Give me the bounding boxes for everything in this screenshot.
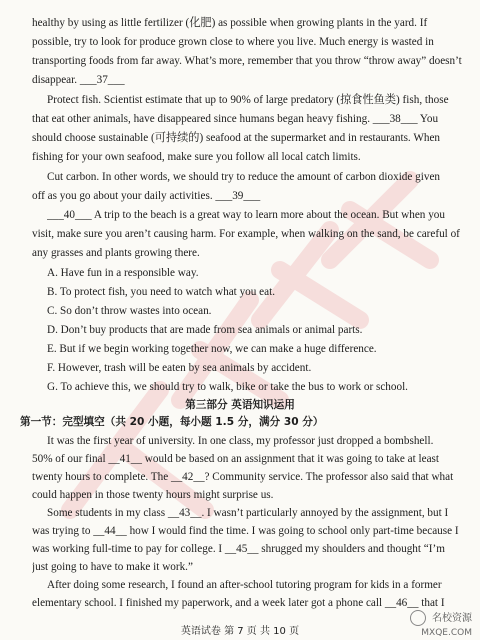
text-line: transporting foods from far away. What’s more, remember that you throw “throw away” doesn’t [32, 55, 462, 67]
section-heading: 第一节：完型填空（共 20 小题，每小题 1.5 分，满分 30 分） [20, 416, 324, 428]
text-line: Cut carbon. In other words, we should try to reduce the amount of carbon dioxide given [47, 171, 441, 183]
option-b: B. To protect fish, you need to watch what you eat. [47, 286, 275, 298]
text-line: It was the first year of university. In one class, my professor just dropped a bombshell. [47, 435, 434, 447]
option-a: A. Have fun in a responsible way. [47, 267, 199, 279]
text-line: twenty hours to complete. The __42__? Community service. The professor also said that what [32, 471, 454, 483]
text-line: elementary school. I finished my paperwork, and a week later got a phone call __46__ that I [32, 597, 445, 609]
site-mark: MXQE.COM [421, 628, 472, 638]
text-line: was trying to __44__ how I would find the time. I was going to school only part-time because I [32, 525, 459, 537]
text-line: disappear. ___37___ [32, 74, 125, 86]
text-line: was working full-time to pay for college. I __45__ shrugged my shoulders and thought “I’m [32, 543, 445, 555]
page-footer: 英语试卷 第 7 页 共 10 页 [180, 626, 300, 637]
logo-mark-icon [410, 610, 426, 626]
text-line: After doing some research, I found an after-school tutoring program for kids in a former [47, 579, 442, 591]
part-heading: 第三部分 英语知识运用 [185, 399, 295, 411]
text-line: any grasses and plants growing there. [32, 247, 200, 259]
text-line: Some students in my class __43__. I wasn’t particularly annoyed by the assignment, but I [47, 507, 449, 519]
logo-text: 名校资源 [432, 613, 472, 624]
text-line: possible, try to look for produce grown close to where you live. Much energy is wasted in [32, 36, 434, 48]
publisher-logo [410, 609, 472, 626]
text-line: healthy by using as little fertilizer (化肥) as possible when growing plants in the yard. If [32, 17, 428, 29]
text-line: just going to have to make it work.” [32, 561, 193, 573]
text-line: off as you go about your daily activities. ___39___ [32, 190, 261, 202]
text-line: could happen in those twenty hours might surprise us. [32, 489, 274, 501]
option-g: G. To achieve this, we should try to walk, bike or take the bus to work or school. [47, 381, 408, 393]
text-line: should choose sustainable (可持续的) seafood at the supermarket and in restaurants. When [32, 132, 441, 144]
option-d: D. Don’t buy products that are made from sea animals or animal parts. [47, 324, 363, 336]
text-line: fishing for your own seafood, make sure you follow all local catch limits. [32, 151, 361, 163]
text-line: 50% of our final __41__ would be based on an assignment that it was going to take at least [32, 453, 440, 465]
text-line: that eat other animals, have disappeared since humans began heavy fishing. ___38___ You [32, 113, 439, 125]
option-c: C. So don’t throw wastes into ocean. [47, 305, 212, 317]
text-line: Protect fish. Scientist estimate that up to 90% of large predatory (掠食性鱼类) fish, those [47, 94, 449, 106]
option-f: F. However, trash will be eaten by sea animals by accident. [47, 362, 312, 374]
text-line: visit, make sure you aren’t causing harm. For example, when walking on the sand, be careful of [32, 228, 460, 240]
option-e: E. But if we begin working together now, we can make a huge difference. [47, 343, 377, 355]
text-line: ___40___ A trip to the beach is a great way to learn more about the ocean. But when you [47, 209, 445, 221]
